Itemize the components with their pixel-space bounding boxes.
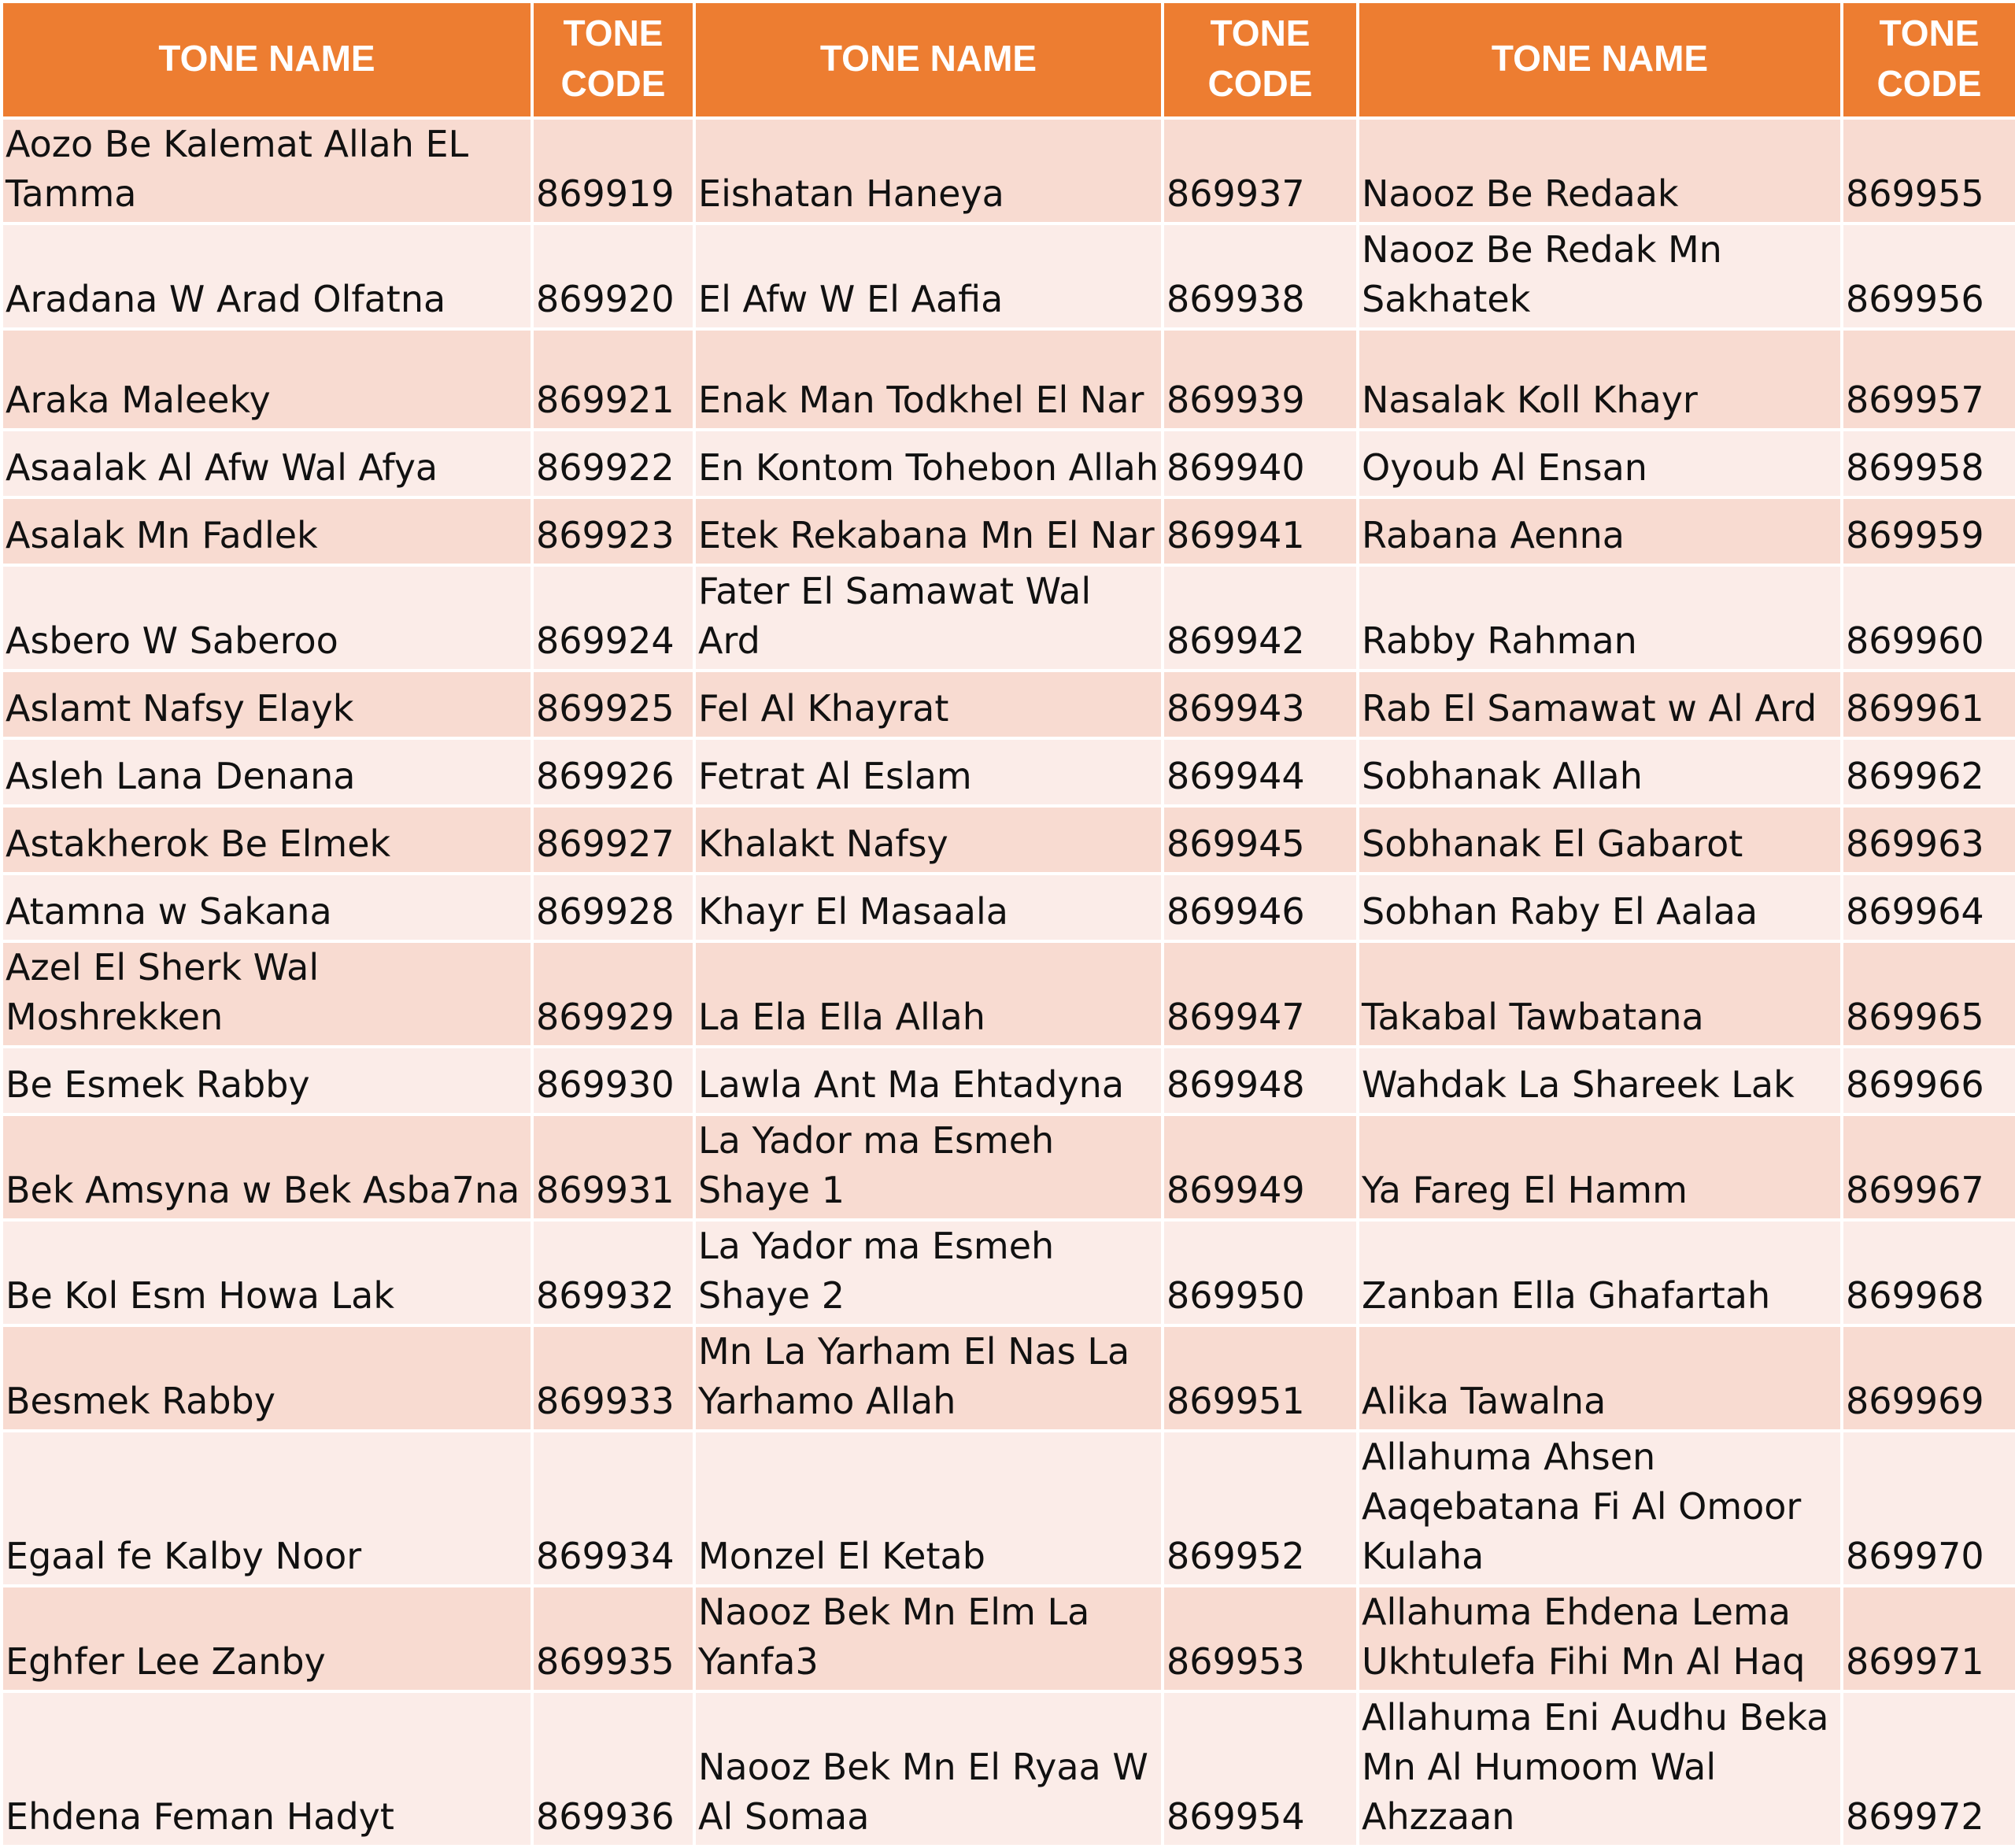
tone-code-cell: 869944 (1163, 738, 1358, 806)
tone-code-cell: 869949 (1163, 1114, 1358, 1220)
tone-code-cell: 869957 (1842, 329, 2015, 430)
tone-code-cell: 869919 (532, 118, 694, 224)
tone-name-cell: Aradana W Arad Olfatna (2, 224, 532, 329)
tone-code-cell: 869950 (1163, 1220, 1358, 1325)
tone-code-cell: 869940 (1163, 430, 1358, 497)
tone-name-cell: Bek Amsyna w Bek Asba7na (2, 1114, 532, 1220)
tone-code-cell: 869938 (1163, 224, 1358, 329)
table-row (2, 430, 2015, 497)
tone-name-cell: Asleh Lana Denana (2, 738, 532, 806)
tone-name-cell: Atamna w Sakana (2, 874, 532, 941)
tone-code-cell: 869968 (1842, 1220, 2015, 1325)
tone-name-cell: Rabana Aenna (1358, 497, 1842, 565)
tone-code-cell: 869941 (1163, 497, 1358, 565)
tone-code-cell: 869923 (532, 497, 694, 565)
tone-code-cell: 869961 (1842, 671, 2015, 738)
tone-name-cell: Rabby Rahman (1358, 565, 1842, 671)
tone-code-cell: 869956 (1842, 224, 2015, 329)
tone-name-cell: Azel El Sherk Wal Moshrekken (2, 941, 532, 1047)
table-row (2, 1220, 2015, 1325)
tone-name-cell: Be Esmek Rabby (2, 1047, 532, 1114)
tone-code-cell: 869922 (532, 430, 694, 497)
tone-code-cell: 869926 (532, 738, 694, 806)
tone-code-cell: 869959 (1842, 497, 2015, 565)
tone-name-cell: Zanban Ella Ghafartah (1358, 1220, 1842, 1325)
tone-name-header: TONE NAME (1358, 2, 1842, 118)
tone-code-cell: 869929 (532, 941, 694, 1047)
tone-name-cell: Khayr El Masaala (694, 874, 1163, 941)
table-row (2, 1047, 2015, 1114)
table-row (2, 1114, 2015, 1220)
tone-name-cell: Besmek Rabby (2, 1325, 532, 1431)
tone-name-cell: En Kontom Tohebon Allah (694, 430, 1163, 497)
tone-code-cell: 869971 (1842, 1586, 2015, 1691)
tone-name-cell: Sobhan Raby El Aalaa (1358, 874, 1842, 941)
tone-code-cell: 869927 (532, 806, 694, 874)
table-row (2, 806, 2015, 874)
tone-code-cell: 869939 (1163, 329, 1358, 430)
tone-code-cell: 869933 (532, 1325, 694, 1431)
tone-name-cell: Naooz Bek Mn Elm La Yanfa3 (694, 1586, 1163, 1691)
table-row (2, 1586, 2015, 1691)
table-row (2, 671, 2015, 738)
tone-name-cell: Egaal fe Kalby Noor (2, 1431, 532, 1586)
tone-code-cell: 869970 (1842, 1431, 2015, 1586)
tone-name-cell: Sobhanak Allah (1358, 738, 1842, 806)
tone-code-cell: 869928 (532, 874, 694, 941)
tone-code-cell: 869924 (532, 565, 694, 671)
tone-code-cell: 869962 (1842, 738, 2015, 806)
tone-code-cell: 869960 (1842, 565, 2015, 671)
tone-name-cell: Aslamt Nafsy Elayk (2, 671, 532, 738)
tone-name-cell: La Ela Ella Allah (694, 941, 1163, 1047)
tone-code-cell: 869931 (532, 1114, 694, 1220)
tone-code-cell: 869937 (1163, 118, 1358, 224)
tone-code-cell: 869935 (532, 1586, 694, 1691)
table-row (2, 738, 2015, 806)
tone-name-cell: Naooz Bek Mn El Ryaa W Al Somaa (694, 1691, 1163, 1846)
tone-code-cell: 869921 (532, 329, 694, 430)
tone-code-header: TONE CODE (1163, 2, 1358, 118)
tone-name-cell: Asbero W Saberoo (2, 565, 532, 671)
tone-code-cell: 869947 (1163, 941, 1358, 1047)
tone-code-cell: 869948 (1163, 1047, 1358, 1114)
tone-name-cell: Fetrat Al Eslam (694, 738, 1163, 806)
tone-name-cell: Alika Tawalna (1358, 1325, 1842, 1431)
tone-code-cell: 869932 (532, 1220, 694, 1325)
tone-code-cell: 869965 (1842, 941, 2015, 1047)
tone-code-cell: 869958 (1842, 430, 2015, 497)
tone-name-header: TONE NAME (694, 2, 1163, 118)
tone-code-cell: 869951 (1163, 1325, 1358, 1431)
tone-name-cell: Lawla Ant Ma Ehtadyna (694, 1047, 1163, 1114)
tone-code-cell: 869945 (1163, 806, 1358, 874)
table-row (2, 941, 2015, 1047)
tone-name-header: TONE NAME (2, 2, 532, 118)
tone-name-cell: Mn La Yarham El Nas La Yarhamo Allah (694, 1325, 1163, 1431)
tone-code-cell: 869967 (1842, 1114, 2015, 1220)
tone-name-cell: Araka Maleeky (2, 329, 532, 430)
tone-name-cell: Oyoub Al Ensan (1358, 430, 1842, 497)
tone-code-cell: 869953 (1163, 1586, 1358, 1691)
tone-code-header: TONE CODE (1842, 2, 2015, 118)
tone-code-cell: 869930 (532, 1047, 694, 1114)
tone-code-cell: 869972 (1842, 1691, 2015, 1846)
tone-code-cell: 869963 (1842, 806, 2015, 874)
tone-name-cell: La Yador ma Esmeh Shaye 2 (694, 1220, 1163, 1325)
tone-name-cell: Ya Fareg El Hamm (1358, 1114, 1842, 1220)
tone-name-cell: Monzel El Ketab (694, 1431, 1163, 1586)
tone-name-cell: Wahdak La Shareek Lak (1358, 1047, 1842, 1114)
table-row (2, 874, 2015, 941)
tone-name-cell: Asaalak Al Afw Wal Afya (2, 430, 532, 497)
tone-code-cell: 869964 (1842, 874, 2015, 941)
tone-code-cell: 869934 (532, 1431, 694, 1586)
tone-code-cell: 869954 (1163, 1691, 1358, 1846)
tone-name-cell: Sobhanak El Gabarot (1358, 806, 1842, 874)
tone-code-cell: 869952 (1163, 1431, 1358, 1586)
tone-name-cell: Allahuma Ahsen Aaqebatana Fi Al Omoor Kulaha (1358, 1431, 1842, 1586)
tone-name-cell: Fel Al Khayrat (694, 671, 1163, 738)
table-row (2, 1325, 2015, 1431)
tone-name-cell: La Yador ma Esmeh Shaye 1 (694, 1114, 1163, 1220)
tone-name-cell: Ehdena Feman Hadyt (2, 1691, 532, 1846)
tone-name-cell: Eishatan Haneya (694, 118, 1163, 224)
header-row (2, 2, 2015, 118)
tone-code-cell: 869920 (532, 224, 694, 329)
table-row (2, 118, 2015, 224)
tone-code-cell: 869943 (1163, 671, 1358, 738)
tone-name-cell: Naooz Be Redaak (1358, 118, 1842, 224)
tone-code-header: TONE CODE (532, 2, 694, 118)
tone-name-cell: Khalakt Nafsy (694, 806, 1163, 874)
table-row (2, 497, 2015, 565)
tone-name-cell: Rab El Samawat w Al Ard (1358, 671, 1842, 738)
tone-code-cell: 869936 (532, 1691, 694, 1846)
tone-code-cell: 869969 (1842, 1325, 2015, 1431)
tone-name-cell: Astakherok Be Elmek (2, 806, 532, 874)
tone-code-cell: 869946 (1163, 874, 1358, 941)
tone-name-cell: Be Kol Esm Howa Lak (2, 1220, 532, 1325)
tone-name-cell: Takabal Tawbatana (1358, 941, 1842, 1047)
tone-name-cell: Allahuma Eni Audhu Beka Mn Al Humoom Wal Ahzzaan (1358, 1691, 1842, 1846)
table-row (2, 1691, 2015, 1846)
tone-name-cell: Allahuma Ehdena Lema Ukhtulefa Fihi Mn Al Haq (1358, 1586, 1842, 1691)
tone-code-cell: 869966 (1842, 1047, 2015, 1114)
tone-name-cell: Asalak Mn Fadlek (2, 497, 532, 565)
tone-code-cell: 869942 (1163, 565, 1358, 671)
tone-name-cell: Aozo Be Kalemat Allah EL Tamma (2, 118, 532, 224)
tone-code-cell: 869925 (532, 671, 694, 738)
tone-name-cell: Eghfer Lee Zanby (2, 1586, 532, 1691)
tone-name-cell: Naooz Be Redak Mn Sakhatek (1358, 224, 1842, 329)
tone-name-cell: Nasalak Koll Khayr (1358, 329, 1842, 430)
tone-table-body (2, 118, 2015, 1846)
tone-name-cell: El Afw W El Aafia (694, 224, 1163, 329)
tone-name-cell: Enak Man Todkhel El Nar (694, 329, 1163, 430)
table-row (2, 329, 2015, 430)
tone-name-cell: Etek Rekabana Mn El Nar (694, 497, 1163, 565)
table-row (2, 224, 2015, 329)
table-row (2, 565, 2015, 671)
tone-name-cell: Fater El Samawat Wal Ard (694, 565, 1163, 671)
tone-code-cell: 869955 (1842, 118, 2015, 224)
table-row (2, 1431, 2015, 1586)
